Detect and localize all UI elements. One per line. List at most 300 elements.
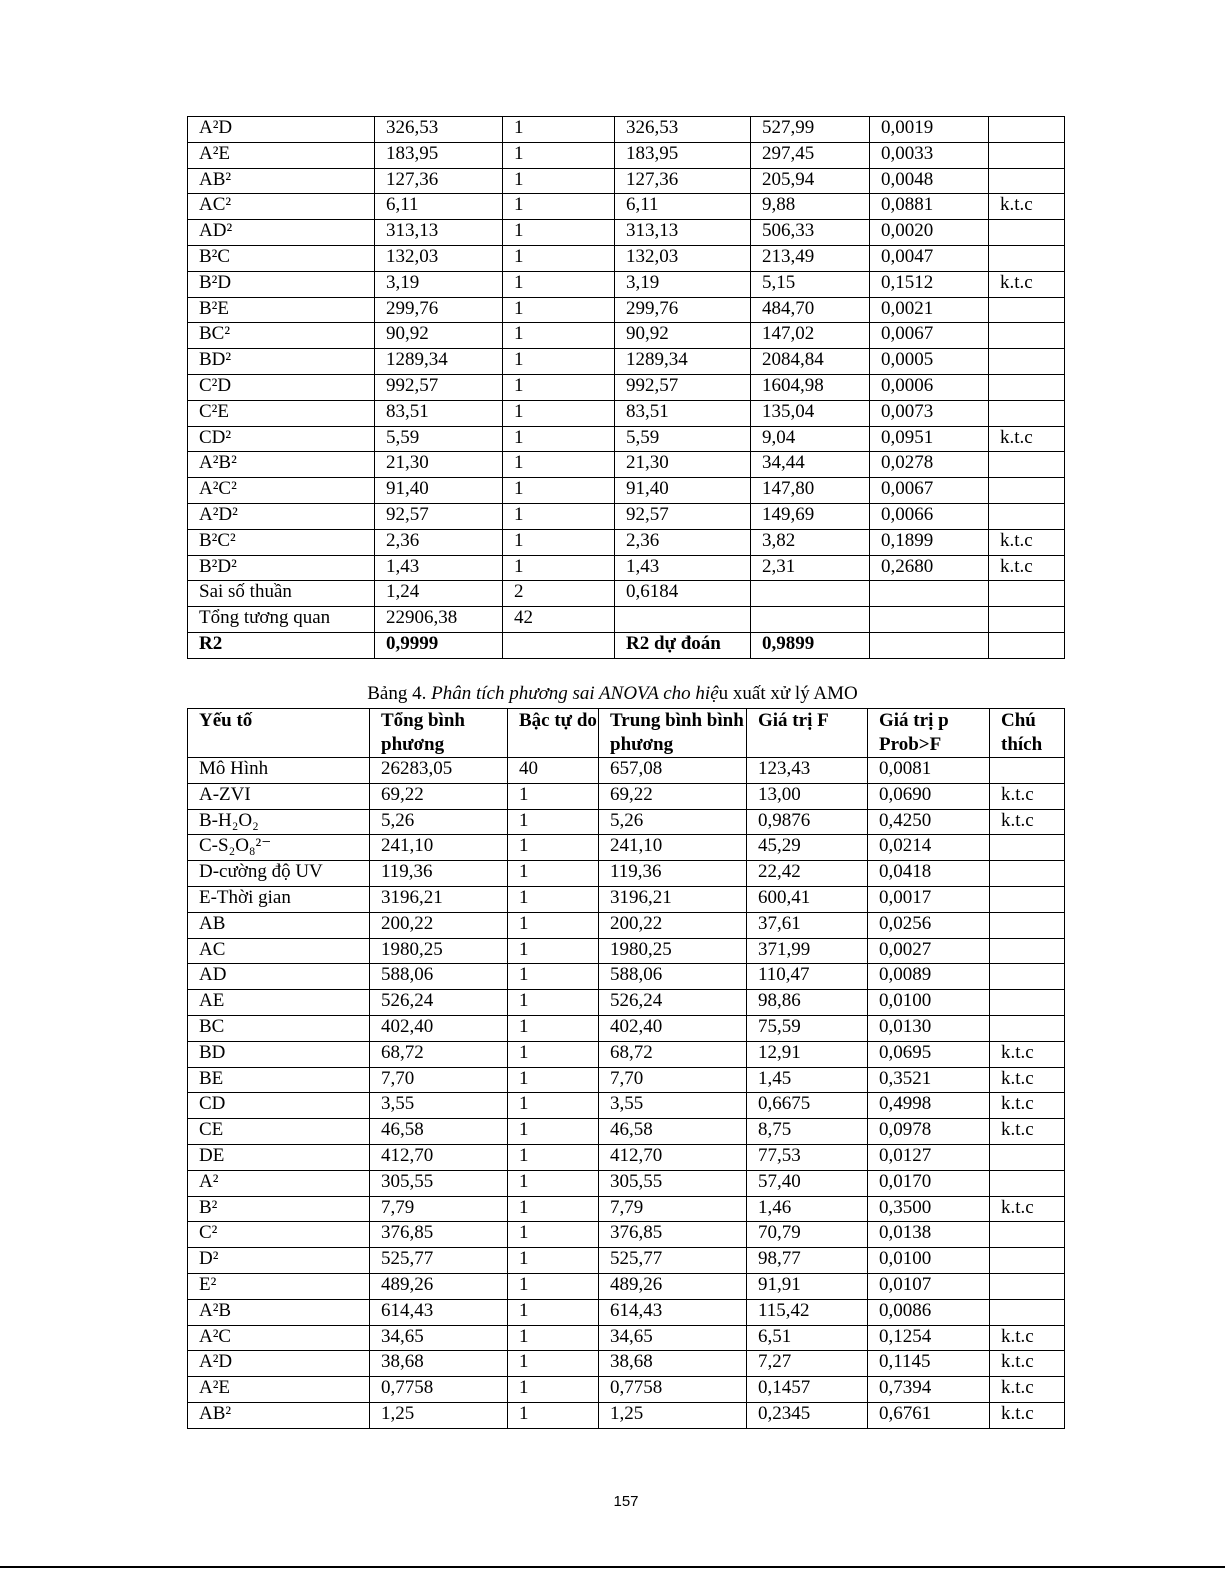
cell-df: 1 (508, 1119, 599, 1145)
cell-mean-square: 0,6184 (615, 581, 751, 607)
cell-sum-of-squares: 5,59 (375, 426, 503, 452)
cell-note (990, 1222, 1065, 1248)
cell-p-value: 0,4998 (868, 1093, 990, 1119)
cell-sum-of-squares: 26283,05 (370, 758, 508, 784)
summary-cell (503, 632, 615, 658)
table-row (188, 964, 1065, 990)
table-row (188, 1015, 1065, 1041)
cell-p-value: 0,0048 (870, 168, 989, 194)
cell-mean-square: 1289,34 (615, 349, 751, 375)
cell-df: 1 (508, 1273, 599, 1299)
cell-sum-of-squares: 7,79 (370, 1196, 508, 1222)
cell-f-value: 57,40 (747, 1170, 868, 1196)
cell-note (989, 168, 1065, 194)
cell-mean-square: 83,51 (615, 400, 751, 426)
cell-note: k.t.c (990, 1377, 1065, 1403)
cell-f-value: 149,69 (751, 503, 870, 529)
cell-sum-of-squares: 1289,34 (375, 349, 503, 375)
cell-f-value (751, 607, 870, 633)
table-row (188, 142, 1065, 168)
cell-note: k.t.c (990, 1093, 1065, 1119)
cell-mean-square: 0,7758 (599, 1377, 747, 1403)
cell-f-value: 12,91 (747, 1041, 868, 1067)
cell-factor: A²D² (188, 503, 375, 529)
cell-f-value: 110,47 (747, 964, 868, 990)
table-row (188, 581, 1065, 607)
cell-f-value: 8,75 (747, 1119, 868, 1145)
cell-sum-of-squares: 3,19 (375, 271, 503, 297)
cell-sum-of-squares: 526,24 (370, 990, 508, 1016)
cell-note (989, 400, 1065, 426)
table-row (188, 1170, 1065, 1196)
cell-f-value: 115,42 (747, 1299, 868, 1325)
cell-mean-square: 34,65 (599, 1325, 747, 1351)
cell-factor: AD (188, 964, 370, 990)
cell-sum-of-squares: 299,76 (375, 297, 503, 323)
summary-cell: 0,9899 (751, 632, 870, 658)
cell-df: 1 (503, 271, 615, 297)
cell-mean-square: 1,25 (599, 1402, 747, 1428)
table-row (188, 297, 1065, 323)
table-caption (0, 683, 1225, 705)
cell-sum-of-squares: 241,10 (370, 835, 508, 861)
cell-df: 1 (503, 555, 615, 581)
cell-note (989, 297, 1065, 323)
table-row (188, 835, 1065, 861)
cell-mean-square: 46,58 (599, 1119, 747, 1145)
cell-note (989, 323, 1065, 349)
cell-factor: AE (188, 990, 370, 1016)
cell-sum-of-squares: 34,65 (370, 1325, 508, 1351)
cell-factor: A²C² (188, 478, 375, 504)
cell-p-value: 0,0067 (870, 478, 989, 504)
cell-note (990, 964, 1065, 990)
cell-p-value: 0,0081 (868, 758, 990, 784)
cell-mean-square: 90,92 (615, 323, 751, 349)
cell-mean-square: 3,19 (615, 271, 751, 297)
cell-mean-square: 2,36 (615, 529, 751, 555)
cell-mean-square: 1,43 (615, 555, 751, 581)
table-row (188, 1067, 1065, 1093)
cell-f-value: 2,31 (751, 555, 870, 581)
cell-f-value: 7,27 (747, 1351, 868, 1377)
cell-f-value: 147,80 (751, 478, 870, 504)
cell-factor: C-S₂O₈²⁻ (188, 835, 370, 861)
cell-df: 1 (508, 964, 599, 990)
cell-f-value: 0,6675 (747, 1093, 868, 1119)
cell-mean-square: 1980,25 (599, 938, 747, 964)
cell-mean-square: 614,43 (599, 1299, 747, 1325)
cell-sum-of-squares: 119,36 (370, 861, 508, 887)
cell-factor: Mô Hình (188, 758, 370, 784)
cell-f-value: 297,45 (751, 142, 870, 168)
cell-mean-square: 68,72 (599, 1041, 747, 1067)
caption-italic: Phân tích phương sai ANOVA cho hiệ (431, 683, 719, 704)
cell-sum-of-squares: 1,43 (375, 555, 503, 581)
cell-df: 1 (503, 194, 615, 220)
cell-sum-of-squares: 0,7758 (370, 1377, 508, 1403)
cell-mean-square: 69,22 (599, 783, 747, 809)
cell-factor: Tổng tương quan (188, 607, 375, 633)
cell-df: 1 (503, 142, 615, 168)
cell-factor: A-ZVI (188, 783, 370, 809)
cell-df: 1 (503, 297, 615, 323)
cell-df: 1 (503, 529, 615, 555)
cell-df: 1 (508, 1299, 599, 1325)
cell-sum-of-squares: 200,22 (370, 912, 508, 938)
cell-p-value: 0,0066 (870, 503, 989, 529)
cell-factor: A²E (188, 1377, 370, 1403)
table-row (188, 1093, 1065, 1119)
cell-df: 42 (503, 607, 615, 633)
cell-sum-of-squares: 183,95 (375, 142, 503, 168)
cell-note (990, 938, 1065, 964)
cell-df: 2 (503, 581, 615, 607)
cell-df: 1 (508, 1248, 599, 1274)
cell-df: 1 (508, 1015, 599, 1041)
cell-factor: A²B² (188, 452, 375, 478)
cell-df: 1 (503, 168, 615, 194)
cell-f-value: 0,2345 (747, 1402, 868, 1428)
cell-f-value: 9,04 (751, 426, 870, 452)
cell-factor: BC (188, 1015, 370, 1041)
cell-p-value: 0,0256 (868, 912, 990, 938)
table-row (188, 1377, 1065, 1403)
cell-f-value: 0,9876 (747, 809, 868, 835)
cell-sum-of-squares: 83,51 (375, 400, 503, 426)
header-df: Bậc tự do (508, 709, 599, 758)
cell-df: 1 (508, 1170, 599, 1196)
table-row (188, 1248, 1065, 1274)
cell-f-value: 13,00 (747, 783, 868, 809)
cell-factor: CE (188, 1119, 370, 1145)
cell-p-value: 0,0138 (868, 1222, 990, 1248)
cell-f-value: 147,02 (751, 323, 870, 349)
cell-mean-square: 402,40 (599, 1015, 747, 1041)
header-mean-square: Trung bình bình phương (599, 709, 747, 758)
cell-factor: A²D (188, 1351, 370, 1377)
cell-mean-square: 6,11 (615, 194, 751, 220)
cell-df: 1 (508, 1196, 599, 1222)
cell-mean-square: 7,79 (599, 1196, 747, 1222)
cell-p-value (870, 607, 989, 633)
table-row (188, 809, 1065, 835)
cell-df: 1 (508, 990, 599, 1016)
cell-df: 1 (503, 452, 615, 478)
cell-f-value: 34,44 (751, 452, 870, 478)
cell-note (990, 1273, 1065, 1299)
cell-note (989, 607, 1065, 633)
cell-factor: C²E (188, 400, 375, 426)
cell-sum-of-squares: 305,55 (370, 1170, 508, 1196)
table-row (188, 271, 1065, 297)
cell-note (989, 117, 1065, 143)
cell-note (990, 1170, 1065, 1196)
cell-mean-square: 992,57 (615, 374, 751, 400)
cell-p-value (870, 581, 989, 607)
cell-f-value: 22,42 (747, 861, 868, 887)
cell-sum-of-squares: 1,25 (370, 1402, 508, 1428)
summary-row (188, 632, 1065, 658)
cell-p-value: 0,0089 (868, 964, 990, 990)
cell-mean-square: 241,10 (599, 835, 747, 861)
cell-note (990, 1144, 1065, 1170)
cell-f-value: 484,70 (751, 297, 870, 323)
cell-sum-of-squares: 1980,25 (370, 938, 508, 964)
cell-factor: AD² (188, 220, 375, 246)
cell-f-value: 600,41 (747, 886, 868, 912)
cell-factor: B²D² (188, 555, 375, 581)
header-factor: Yếu tố (188, 709, 370, 758)
cell-sum-of-squares: 614,43 (370, 1299, 508, 1325)
cell-f-value: 1,45 (747, 1067, 868, 1093)
cell-p-value: 0,1899 (870, 529, 989, 555)
cell-sum-of-squares: 376,85 (370, 1222, 508, 1248)
cell-note (989, 349, 1065, 375)
cell-p-value: 0,1145 (868, 1351, 990, 1377)
cell-sum-of-squares: 22906,38 (375, 607, 503, 633)
table-row (188, 1119, 1065, 1145)
cell-df: 1 (503, 117, 615, 143)
cell-sum-of-squares: 1,24 (375, 581, 503, 607)
table-header-row (188, 709, 1065, 758)
cell-f-value: 70,79 (747, 1222, 868, 1248)
cell-df: 1 (508, 1402, 599, 1428)
cell-f-value: 123,43 (747, 758, 868, 784)
cell-note (989, 142, 1065, 168)
cell-note (990, 912, 1065, 938)
cell-sum-of-squares: 46,58 (370, 1119, 508, 1145)
cell-sum-of-squares: 489,26 (370, 1273, 508, 1299)
cell-p-value: 0,0978 (868, 1119, 990, 1145)
cell-factor: A²E (188, 142, 375, 168)
cell-df: 40 (508, 758, 599, 784)
table-row (188, 886, 1065, 912)
cell-factor: Sai số thuần (188, 581, 375, 607)
cell-sum-of-squares: 38,68 (370, 1351, 508, 1377)
cell-f-value: 9,88 (751, 194, 870, 220)
cell-p-value: 0,0033 (870, 142, 989, 168)
cell-p-value: 0,7394 (868, 1377, 990, 1403)
cell-mean-square: 132,03 (615, 245, 751, 271)
caption-suffix: u xuất xử lý AMO (718, 683, 858, 704)
table-row (188, 426, 1065, 452)
cell-p-value: 0,2680 (870, 555, 989, 581)
cell-df: 1 (508, 1222, 599, 1248)
cell-f-value: 213,49 (751, 245, 870, 271)
header-f-value: Giá trị F (747, 709, 868, 758)
table-row (188, 861, 1065, 887)
cell-note (990, 861, 1065, 887)
cell-note (990, 1015, 1065, 1041)
table-row (188, 555, 1065, 581)
table-row (188, 452, 1065, 478)
cell-mean-square: 657,08 (599, 758, 747, 784)
cell-p-value: 0,0107 (868, 1273, 990, 1299)
cell-note: k.t.c (990, 1119, 1065, 1145)
cell-sum-of-squares: 90,92 (375, 323, 503, 349)
cell-factor: E² (188, 1273, 370, 1299)
cell-f-value: 75,59 (747, 1015, 868, 1041)
cell-mean-square: 183,95 (615, 142, 751, 168)
table-row (188, 220, 1065, 246)
cell-sum-of-squares: 92,57 (375, 503, 503, 529)
cell-mean-square: 127,36 (615, 168, 751, 194)
cell-note (989, 220, 1065, 246)
cell-factor: B-H₂O₂ (188, 809, 370, 835)
cell-df: 1 (508, 1144, 599, 1170)
summary-cell (989, 632, 1065, 658)
table-row (188, 783, 1065, 809)
cell-note (989, 245, 1065, 271)
cell-mean-square: 21,30 (615, 452, 751, 478)
cell-f-value: 91,91 (747, 1273, 868, 1299)
cell-df: 1 (508, 1351, 599, 1377)
cell-factor: AB² (188, 1402, 370, 1428)
caption-prefix: Bảng 4. (367, 683, 432, 704)
anova-table-continued (187, 116, 1065, 659)
cell-mean-square: 376,85 (599, 1222, 747, 1248)
cell-df: 1 (508, 938, 599, 964)
cell-df: 1 (503, 323, 615, 349)
cell-mean-square: 38,68 (599, 1351, 747, 1377)
table-row (188, 117, 1065, 143)
cell-factor: E-Thời gian (188, 886, 370, 912)
cell-f-value: 37,61 (747, 912, 868, 938)
cell-factor: A²B (188, 1299, 370, 1325)
cell-f-value: 135,04 (751, 400, 870, 426)
cell-factor: B²E (188, 297, 375, 323)
cell-p-value: 0,0695 (868, 1041, 990, 1067)
footer-divider (0, 1566, 1225, 1568)
cell-factor: C² (188, 1222, 370, 1248)
summary-cell (870, 632, 989, 658)
cell-note (990, 835, 1065, 861)
cell-p-value: 0,0170 (868, 1170, 990, 1196)
cell-f-value: 205,94 (751, 168, 870, 194)
cell-df: 1 (508, 861, 599, 887)
cell-note (989, 478, 1065, 504)
cell-sum-of-squares: 69,22 (370, 783, 508, 809)
table-row (188, 1325, 1065, 1351)
cell-p-value: 0,0690 (868, 783, 990, 809)
table-row (188, 245, 1065, 271)
table-row (188, 194, 1065, 220)
cell-note (990, 886, 1065, 912)
cell-note: k.t.c (990, 1041, 1065, 1067)
cell-note (989, 374, 1065, 400)
cell-mean-square: 326,53 (615, 117, 751, 143)
cell-df: 1 (508, 1377, 599, 1403)
table-row (188, 758, 1065, 784)
cell-mean-square: 313,13 (615, 220, 751, 246)
cell-df: 1 (508, 1093, 599, 1119)
cell-mean-square: 525,77 (599, 1248, 747, 1274)
cell-f-value: 3,82 (751, 529, 870, 555)
table-row (188, 503, 1065, 529)
cell-mean-square: 305,55 (599, 1170, 747, 1196)
cell-note: k.t.c (990, 809, 1065, 835)
cell-f-value: 1,46 (747, 1196, 868, 1222)
cell-f-value: 98,77 (747, 1248, 868, 1274)
cell-df: 1 (503, 503, 615, 529)
table-row (188, 529, 1065, 555)
cell-factor: B²C² (188, 529, 375, 555)
cell-sum-of-squares: 412,70 (370, 1144, 508, 1170)
cell-mean-square: 489,26 (599, 1273, 747, 1299)
cell-df: 1 (508, 835, 599, 861)
cell-p-value: 0,1512 (870, 271, 989, 297)
cell-p-value: 0,0027 (868, 938, 990, 964)
cell-factor: B²C (188, 245, 375, 271)
cell-factor: D-cường độ UV (188, 861, 370, 887)
cell-f-value: 0,1457 (747, 1377, 868, 1403)
cell-note: k.t.c (990, 1196, 1065, 1222)
cell-factor: CD² (188, 426, 375, 452)
cell-f-value: 45,29 (747, 835, 868, 861)
cell-p-value: 0,0418 (868, 861, 990, 887)
cell-df: 1 (503, 400, 615, 426)
cell-factor: AC (188, 938, 370, 964)
table-row (188, 990, 1065, 1016)
cell-df: 1 (508, 1041, 599, 1067)
cell-p-value: 0,0021 (870, 297, 989, 323)
cell-note: k.t.c (990, 1402, 1065, 1428)
cell-df: 1 (503, 426, 615, 452)
table-row (188, 1041, 1065, 1067)
cell-f-value: 5,15 (751, 271, 870, 297)
cell-sum-of-squares: 68,72 (370, 1041, 508, 1067)
table-row (188, 323, 1065, 349)
cell-factor: A² (188, 1170, 370, 1196)
cell-mean-square: 5,26 (599, 809, 747, 835)
cell-note: k.t.c (990, 1351, 1065, 1377)
cell-p-value: 0,0130 (868, 1015, 990, 1041)
cell-p-value: 0,0100 (868, 1248, 990, 1274)
cell-p-value: 0,0951 (870, 426, 989, 452)
cell-note: k.t.c (990, 1325, 1065, 1351)
cell-note (990, 990, 1065, 1016)
cell-mean-square: 3,55 (599, 1093, 747, 1119)
cell-df: 1 (503, 478, 615, 504)
cell-f-value: 98,86 (747, 990, 868, 1016)
cell-mean-square: 92,57 (615, 503, 751, 529)
cell-p-value: 0,3500 (868, 1196, 990, 1222)
cell-f-value: 506,33 (751, 220, 870, 246)
cell-mean-square: 7,70 (599, 1067, 747, 1093)
cell-mean-square: 588,06 (599, 964, 747, 990)
cell-factor: C²D (188, 374, 375, 400)
cell-factor: B²D (188, 271, 375, 297)
table-row (188, 912, 1065, 938)
cell-p-value: 0,0017 (868, 886, 990, 912)
cell-f-value (751, 581, 870, 607)
cell-sum-of-squares: 3,55 (370, 1093, 508, 1119)
cell-p-value: 0,0073 (870, 400, 989, 426)
table-row (188, 1222, 1065, 1248)
cell-p-value: 0,0019 (870, 117, 989, 143)
cell-p-value: 0,0214 (868, 835, 990, 861)
cell-df: 1 (508, 1067, 599, 1093)
table-row (188, 400, 1065, 426)
cell-mean-square: 3196,21 (599, 886, 747, 912)
cell-factor: D² (188, 1248, 370, 1274)
cell-mean-square (615, 607, 751, 633)
cell-p-value: 0,4250 (868, 809, 990, 835)
cell-f-value: 371,99 (747, 938, 868, 964)
cell-note: k.t.c (989, 426, 1065, 452)
cell-factor: BC² (188, 323, 375, 349)
